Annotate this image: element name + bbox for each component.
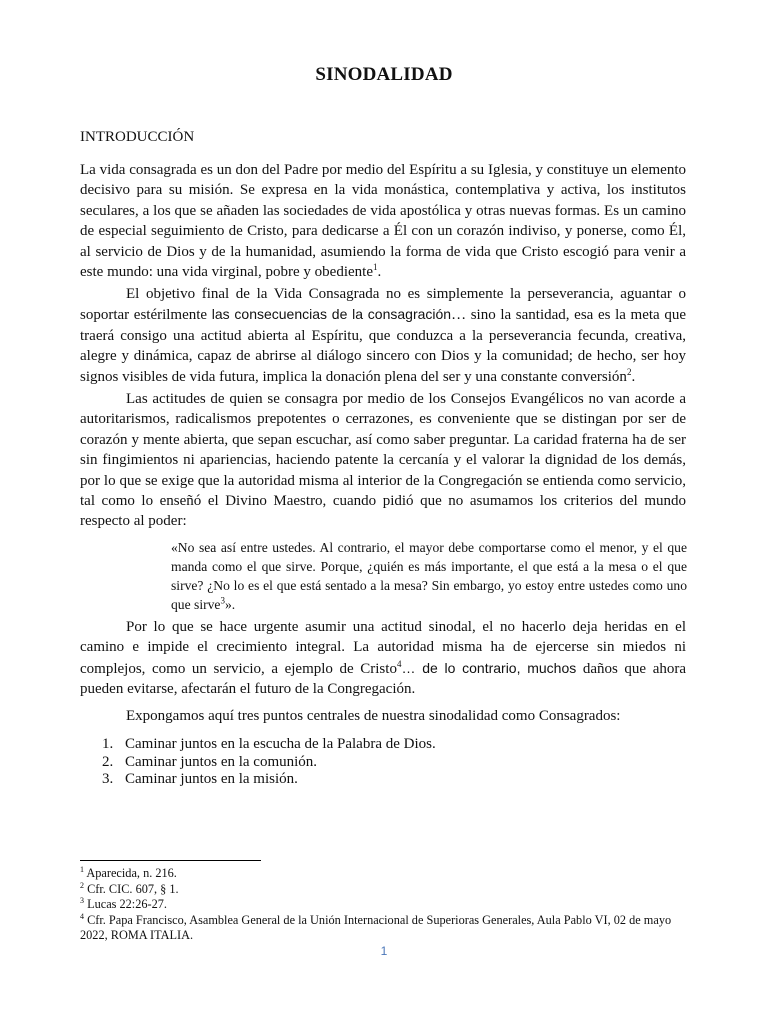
list-item: 2. Caminar juntos en la comunión. <box>102 753 318 770</box>
block-quote: «No sea así entre ustedes. Al contrario, el mayor debe comportarse como el menor, y el que manda como el que sirve. Porque, ¿quién es más importante, el que está a la mesa o el que sirve? ¿No lo es el que está sentado a la mesa? Sin embargo, yo estoy entre ustedes como uno que sirve$^3$». <box>171 540 687 612</box>
page-title: SINODALIDAD <box>315 64 453 85</box>
styled-phrase: … de lo contrario, muchos <box>401 659 577 676</box>
paragraph-introduction: La vida consagrada es un don del Padre por medio del Espíritu a su Iglesia, y constituye un elemento decisivo para su misión. Se expresa en la vida monástica, contemplativa y activa, los institutos seculares, a los que se añaden las sociedades de vida apostólica y otras nuevas formas. Es un camino de especial seguimiento de Cristo, para dedicarse a Él con un corazón indiviso, y ponerse, como Él, al servicio de Dios y de la humanidad, asumiendo la forma de vida que Cristo escogió para venir a este mundo: una vida virginal, pobre y obediente$^1$. <box>80 162 686 281</box>
footnote: $^3$ Lucas 22:26-27. <box>80 896 167 912</box>
footnote-ref[interactable]: 1 <box>372 262 378 273</box>
paragraph-synodal-attitude: Por lo que se hace urgente asumir una actitud sinodal, el no hacerlo deja heridas en el camino e impide el crecimiento integral. La autoridad misma ha de ejercerse sin miedos ni complejos, como un servicio, a ejemplo de Cristo$^4$… de lo contrario, muchos daños que ahora pueden evitarse, afectarán el futuro de la Congregación. <box>80 619 687 698</box>
footnote-ref[interactable]: 3 <box>220 595 225 606</box>
list-item: 3. Caminar juntos en la misión. <box>102 771 298 787</box>
footnote-ref[interactable]: 2 <box>626 366 632 377</box>
paragraph-text: La vida consagrada es un don del Padre por medio del Espíritu a su Iglesia, y constituye un elemento decisivo para su misión. Se expresa en la vida monástica, contemplativa y activa, los institutos seculares, a los que se añaden las sociedades de vida apostólica y otras nuevas formas. Es un camino de especial seguimiento de Cristo, para dedicarse a Él con un corazón indiviso, y ponerse, como Él, al servicio de Dios y de la humanidad, asumiendo la forma de vida que Cristo escogió para venir a este mundo: una vida virginal, pobre y obediente <box>80 162 686 281</box>
paragraph-attitudes: Las actitudes de quien se consagra por medio de los Consejos Evangélicos no van acorde a autoritarismos, radicalismos prepotentes o cerrazones, es conveniente que se distingan por ser de corazón y mente abierta, que sepan escuchar, así como saber preguntar. La caridad fraterna ha de ser sin fingimientos ni apariencias, haciendo patente la cercanía y el valorar la dignidad de los demás, por lo que se exige que la autoridad misma al interior de la Congregación se entienda como servicio, tal como lo enseñó el Divino Maestro, cuando pidió que no asumamos los criterios del mundo respecto al poder: <box>80 391 686 530</box>
footnotes <box>80 866 690 944</box>
points-list <box>80 736 436 789</box>
paragraph-points-intro: Expongamos aquí tres puntos centrales de nuestra sinodalidad como Consagrados: <box>126 708 621 724</box>
list-item: 1. Caminar juntos en la escucha de la Palabra de Dios. <box>102 736 436 752</box>
paragraph-objective: El objetivo final de la Vida Consagrada no es simplemente la perseverancia, aguantar o soportar estérilmente las consecuencias de la consagración… sino la santidad, esa es la meta que traerá consigo una actitud abierta al Espíritu, que conduzca a la perseverancia fecunda, creativa, alegre y dinámica, capaz de abrirse al diálogo sincero con Dios y la comunidad; de hecho, ser hoy signos visibles de vida futura, implica la donación plena del ser y una constante conversión$^2$. <box>80 286 686 385</box>
section-heading: INTRODUCCIÓN <box>80 129 195 145</box>
page-number: 1 <box>380 944 388 958</box>
styled-phrase: las consecuencias de la consagración <box>211 306 452 323</box>
footnote: $^4$ Cfr. Papa Francisco, Asamblea General de la Unión Internacional de Superioras Generales, Aula Pablo VI, 02 de mayo 2022, ROMA ITALIA. <box>80 911 672 943</box>
footnote: $^2$ Cfr. CIC. 607, § 1. <box>80 880 179 896</box>
footnote-separator <box>80 860 261 861</box>
footnote: $^1$ Aparecida, n. 216. <box>80 864 177 880</box>
footnote-ref[interactable]: 4 <box>396 658 402 669</box>
